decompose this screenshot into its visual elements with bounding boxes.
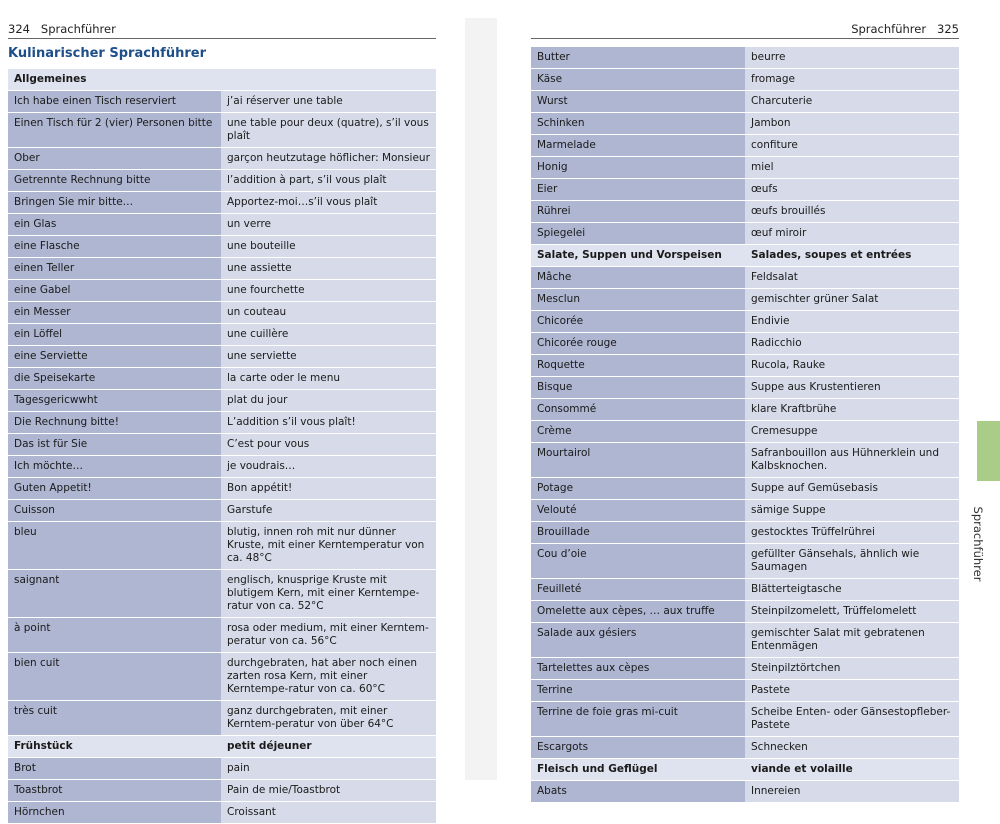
german-term: Käse	[531, 69, 745, 90]
phrase-table-left	[8, 68, 436, 824]
table-row	[531, 113, 959, 134]
german-term: Spiegelei	[531, 223, 745, 244]
german-term: Tartelettes aux cèpes	[531, 658, 745, 679]
table-row	[8, 570, 436, 617]
french-term: une table pour deux (quatre), s’il vous plaît	[221, 113, 436, 147]
german-term: eine Flasche	[8, 236, 221, 257]
french-term: Rucola, Rauke	[745, 355, 959, 376]
german-term: Einen Tisch für 2 (vier) Personen bitte	[8, 113, 221, 147]
french-term: un verre	[221, 214, 436, 235]
table-row	[8, 456, 436, 477]
table-row	[531, 289, 959, 310]
french-term: gemischter grüner Salat	[745, 289, 959, 310]
german-term: Frühstück	[8, 736, 221, 757]
french-term: durchgebraten, hat aber noch einen zarten rosa Kern, mit einer Kerntempe-ratur von ca. 60°C	[221, 653, 436, 700]
french-term: Cremesuppe	[745, 421, 959, 442]
german-term: Abats	[531, 781, 745, 802]
french-term: Steinpilztörtchen	[745, 658, 959, 679]
thumb-index-tab	[977, 421, 1000, 481]
french-term: confiture	[745, 135, 959, 156]
table-row	[8, 91, 436, 112]
section-heading-row	[531, 759, 959, 780]
german-term: Ober	[8, 148, 221, 169]
german-term: Die Rechnung bitte!	[8, 412, 221, 433]
german-term: Ich habe einen Tisch reserviert	[8, 91, 221, 112]
german-term: Roquette	[531, 355, 745, 376]
french-term: Suppe auf Gemüsebasis	[745, 478, 959, 499]
table-row	[8, 148, 436, 169]
french-term: Salades, soupes et entrées	[745, 245, 959, 266]
french-term: une bouteille	[221, 236, 436, 257]
french-term: Radicchio	[745, 333, 959, 354]
french-term: Innereien	[745, 781, 959, 802]
german-term: eine Gabel	[8, 280, 221, 301]
table-row	[8, 258, 436, 279]
table-row	[531, 658, 959, 679]
german-term: Mourtairol	[531, 443, 745, 477]
table-row	[531, 579, 959, 600]
table-row	[8, 653, 436, 700]
german-term: Salate, Suppen und Vorspeisen	[531, 245, 745, 266]
phrase-table-right	[531, 46, 959, 803]
german-term: Fleisch und Geflügel	[531, 759, 745, 780]
german-term: Salade aux gésiers	[531, 623, 745, 657]
german-term: einen Teller	[8, 258, 221, 279]
table-row	[531, 47, 959, 68]
table-row	[531, 737, 959, 758]
french-term: klare Kraftbrühe	[745, 399, 959, 420]
german-term: Honig	[531, 157, 745, 178]
german-term: Cou d’oie	[531, 544, 745, 578]
french-term: œufs brouillés	[745, 201, 959, 222]
french-term: la carte oder le menu	[221, 368, 436, 389]
german-term: Mesclun	[531, 289, 745, 310]
german-term: Brot	[8, 758, 221, 779]
table-row	[8, 113, 436, 147]
table-row	[531, 201, 959, 222]
french-term: œufs	[745, 179, 959, 200]
running-head-rule-left	[8, 38, 436, 39]
table-row	[531, 355, 959, 376]
german-term: Tagesgericwwht	[8, 390, 221, 411]
right-page	[497, 18, 1000, 797]
german-term: Crème	[531, 421, 745, 442]
french-term: œuf miroir	[745, 223, 959, 244]
french-term: Suppe aus Krustentieren	[745, 377, 959, 398]
table-row	[531, 478, 959, 499]
section-heading-row	[531, 245, 959, 266]
french-term: garçon heutzutage höflicher: Monsieur	[221, 148, 436, 169]
german-term: bien cuit	[8, 653, 221, 700]
running-head-title-left: Sprachführer	[40, 22, 116, 36]
french-term: Blätterteigtasche	[745, 579, 959, 600]
german-term: Schinken	[531, 113, 745, 134]
table-row	[8, 236, 436, 257]
table-row	[531, 601, 959, 622]
german-term: ein Glas	[8, 214, 221, 235]
french-term: Scheibe Enten- oder Gänsestopfleber-Pastete	[745, 702, 959, 736]
table-row	[531, 377, 959, 398]
table-row	[8, 780, 436, 801]
table-row	[531, 267, 959, 288]
french-term: l’addition à part, s’il vous plaît	[221, 170, 436, 191]
french-term: L’addition s’il vous plaît!	[221, 412, 436, 433]
table-row	[531, 223, 959, 244]
french-term: une fourchette	[221, 280, 436, 301]
german-term: die Speisekarte	[8, 368, 221, 389]
table-row	[531, 333, 959, 354]
german-term: Omelette aux cèpes, … aux truffe	[531, 601, 745, 622]
french-term: Schnecken	[745, 737, 959, 758]
running-head-title-right: Sprachführer	[851, 22, 927, 36]
page-number-left: 324	[8, 22, 30, 36]
table-row	[8, 412, 436, 433]
table-row	[531, 544, 959, 578]
table-row	[8, 346, 436, 367]
french-term: Jambon	[745, 113, 959, 134]
french-term: gefüllter Gänsehals, ähnlich wie Saumagen	[745, 544, 959, 578]
german-term: Das ist für Sie	[8, 434, 221, 455]
german-term: à point	[8, 618, 221, 652]
french-term: pain	[221, 758, 436, 779]
table-row	[8, 192, 436, 213]
french-term: une serviette	[221, 346, 436, 367]
page-number-right: 325	[937, 22, 959, 36]
section-heading-row	[8, 69, 436, 90]
table-row	[531, 157, 959, 178]
french-term: une assiette	[221, 258, 436, 279]
french-term: gestocktes Trüffelrührei	[745, 522, 959, 543]
german-term: Rührei	[531, 201, 745, 222]
side-label	[968, 494, 988, 594]
table-row	[531, 702, 959, 736]
french-term: sämige Suppe	[745, 500, 959, 521]
table-row	[531, 399, 959, 420]
french-term: viande et volaille	[745, 759, 959, 780]
table-row	[8, 390, 436, 411]
left-page	[0, 18, 465, 818]
french-term: gemischter Salat mit gebratenen Entenmägen	[745, 623, 959, 657]
table-row	[8, 701, 436, 735]
french-term: blutig, innen roh mit nur dünner Kruste, mit einer Kerntemperatur von ca. 48°C	[221, 522, 436, 569]
table-row	[531, 69, 959, 90]
table-row	[531, 443, 959, 477]
german-term: ein Löffel	[8, 324, 221, 345]
side-label-text: Sprachführer	[971, 506, 985, 582]
french-term: rosa oder medium, mit einer Kerntem-peratur von ca. 56°C	[221, 618, 436, 652]
table-row	[8, 758, 436, 779]
german-term: Potage	[531, 478, 745, 499]
german-term: Butter	[531, 47, 745, 68]
table-row	[531, 500, 959, 521]
german-term: Bisque	[531, 377, 745, 398]
right-running-head	[851, 22, 959, 36]
table-row	[8, 214, 436, 235]
left-running-head	[8, 22, 116, 36]
german-term: Hörnchen	[8, 802, 221, 823]
table-row	[531, 421, 959, 442]
german-term: Toastbrot	[8, 780, 221, 801]
german-term: Guten Appetit!	[8, 478, 221, 499]
table-row	[8, 478, 436, 499]
french-term: j’ai réserver une table	[221, 91, 436, 112]
german-term: Wurst	[531, 91, 745, 112]
german-term: Ich möchte…	[8, 456, 221, 477]
french-term: Charcuterie	[745, 91, 959, 112]
french-term: Bon appétit!	[221, 478, 436, 499]
french-term: Garstufe	[221, 500, 436, 521]
table-row	[8, 280, 436, 301]
section-heading-row	[8, 736, 436, 757]
french-term: ganz durchgebraten, mit einer Kerntem-peratur von über 64°C	[221, 701, 436, 735]
german-term: bleu	[8, 522, 221, 569]
german-term: Marmelade	[531, 135, 745, 156]
running-head-rule-right	[531, 38, 959, 39]
french-term: fromage	[745, 69, 959, 90]
german-term: Chicorée	[531, 311, 745, 332]
french-term: Croissant	[221, 802, 436, 823]
french-term: C’est pour vous	[221, 434, 436, 455]
german-term: Mâche	[531, 267, 745, 288]
table-row	[531, 623, 959, 657]
table-row	[531, 680, 959, 701]
german-term: très cuit	[8, 701, 221, 735]
section-title: Kulinarischer Sprachführer	[8, 46, 206, 61]
french-term: plat du jour	[221, 390, 436, 411]
table-row	[531, 135, 959, 156]
french-term: beurre	[745, 47, 959, 68]
german-term: ein Messer	[8, 302, 221, 323]
german-term: eine Serviette	[8, 346, 221, 367]
french-term: Endivie	[745, 311, 959, 332]
table-row	[8, 302, 436, 323]
table-row	[8, 368, 436, 389]
german-term: Bringen Sie mir bitte…	[8, 192, 221, 213]
german-term: Getrennte Rechnung bitte	[8, 170, 221, 191]
german-term: Allgemeines	[8, 69, 221, 90]
table-row	[531, 311, 959, 332]
table-row	[8, 522, 436, 569]
german-term: Terrine	[531, 680, 745, 701]
french-term: une cuillère	[221, 324, 436, 345]
german-term: Terrine de foie gras mi-cuit	[531, 702, 745, 736]
german-term: Cuisson	[8, 500, 221, 521]
french-term: Pain de mie/Toastbrot	[221, 780, 436, 801]
table-row	[531, 179, 959, 200]
table-row	[8, 170, 436, 191]
french-term	[221, 69, 436, 90]
german-term: Consommé	[531, 399, 745, 420]
german-term: Escargots	[531, 737, 745, 758]
table-row	[8, 802, 436, 823]
table-row	[8, 434, 436, 455]
french-term: englisch, knusprige Kruste mit blutigem Kern, mit einer Kerntempe-ratur von ca. 52°C	[221, 570, 436, 617]
table-row	[8, 618, 436, 652]
french-term: un couteau	[221, 302, 436, 323]
table-row	[531, 781, 959, 802]
french-term: Apportez-moi…s’il vous plaît	[221, 192, 436, 213]
table-row	[531, 522, 959, 543]
french-term: Safranbouillon aus Hühnerklein und Kalbsknochen.	[745, 443, 959, 477]
book-spread	[0, 18, 1000, 818]
french-term: Steinpilzomelett, Trüffelomelett	[745, 601, 959, 622]
german-term: Eier	[531, 179, 745, 200]
german-term: Feuilleté	[531, 579, 745, 600]
table-row	[8, 324, 436, 345]
german-term: Chicorée rouge	[531, 333, 745, 354]
french-term: Feldsalat	[745, 267, 959, 288]
german-term: Velouté	[531, 500, 745, 521]
table-row	[8, 500, 436, 521]
french-term: petit déjeuner	[221, 736, 436, 757]
french-term: miel	[745, 157, 959, 178]
german-term: Brouillade	[531, 522, 745, 543]
french-term: Pastete	[745, 680, 959, 701]
table-row	[531, 91, 959, 112]
german-term: saignant	[8, 570, 221, 617]
french-term: je voudrais…	[221, 456, 436, 477]
